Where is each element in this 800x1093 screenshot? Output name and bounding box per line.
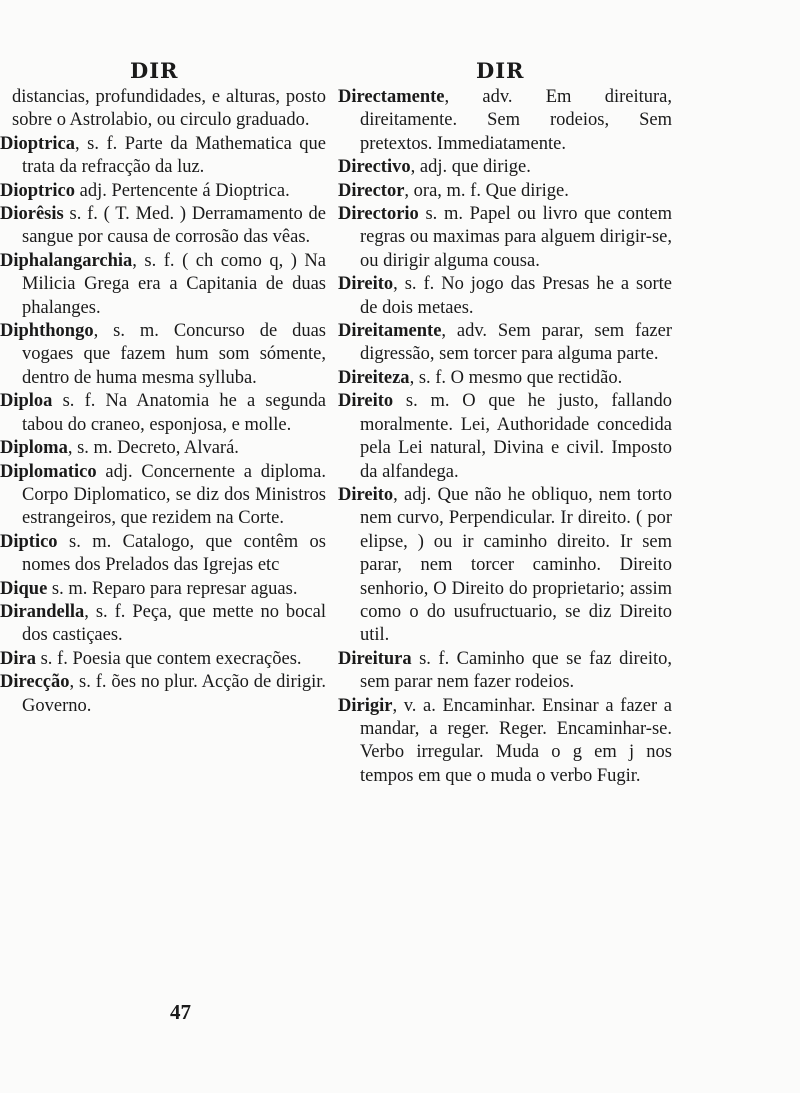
dictionary-entry: Direito, adj. Que não he obliquo, nem torto nem curvo, Perpendicular. Ir direito. ( por elipse, ) ou ir caminho direito. Ir sem parar, nem torcer caminho. Direito senhorio, O Direito do proprietario; assim como o do usufructuario, se diz Direito util.	[338, 484, 672, 646]
dictionary-entry: Dira s. f. Poesia que contem execrações.	[0, 648, 302, 669]
dictionary-entry: Direcção, s. f. ões no plur. Acção de dirigir. Governo.	[0, 672, 326, 716]
dictionary-entry: Diploma, s. m. Decreto, Alvará.	[0, 438, 239, 459]
left-column	[0, 86, 326, 718]
page-number: 47	[170, 1000, 191, 1024]
dictionary-entry: Dirigir, v. a. Encaminhar. Ensinar a fazer a mandar, a reger. Reger. Encaminhar-se. Verbo irregular. Muda o g em j nos tempos em que o muda o verbo Fugir.	[338, 695, 672, 786]
dictionary-entry: Director, ora, m. f. Que dirige.	[338, 180, 569, 201]
dictionary-entry: Directivo, adj. que dirige.	[338, 157, 531, 178]
running-head-right: DIR	[476, 58, 525, 83]
right-column	[338, 86, 672, 788]
dictionary-entry: Diplomatico adj. Concernente a diploma. Corpo Diplomatico, se diz dos Ministros estrangeiros, que rezidem na Corte.	[0, 461, 326, 529]
dictionary-entry: Dioptrica, s. f. Parte da Mathematica que trata da refracção da luz.	[0, 133, 326, 178]
dictionary-entry: Dioptrico adj. Pertencente á Dioptrica.	[0, 180, 290, 201]
dictionary-entry: Diorêsis s. f. ( T. Med. ) Derramamento de sangue por causa de corrosão das vêas.	[0, 204, 326, 248]
dictionary-entry: Direito s. m. O que he justo, fallando moralmente. Lei, Authoridade concedida pela Lei natural, Divina e civil. Imposto da alfandega.	[338, 391, 672, 482]
dictionary-entry: Directamente, adv. Em direitura, direitamente. Sem rodeios, Sem pretextos. Immediatamente.	[338, 87, 672, 154]
dictionary-entry: Diphthongo, s. m. Concurso de duas vogaes que fazem hum som sómente, dentro de huma mesma sylluba.	[0, 321, 326, 388]
dictionary-entry: Directorio s. m. Papel ou livro que contem regras ou maximas para alguem dirigir-se, ou dirigir alguma cousa.	[338, 204, 672, 271]
dictionary-entry: Diptico s. m. Catalogo, que contêm os nomes dos Prelados das Igrejas etc	[0, 531, 326, 576]
dictionary-entry: Dique s. m. Reparo para represar aguas.	[0, 578, 298, 599]
dictionary-entry: Diploa s. f. Na Anatomia he a segunda tabou do craneo, esponjosa, e molle.	[0, 391, 326, 435]
running-head-left: DIR	[130, 58, 179, 83]
dictionary-entry: Dirandella, s. f. Peça, que mette no bocal dos castiçaes.	[0, 601, 326, 646]
dictionary-entry: distancias, profundidades, e alturas, posto sobre o Astrolabio, ou circulo graduado.	[12, 87, 326, 131]
dictionary-entry: Direitura s. f. Caminho que se faz direito, sem parar nem fazer rodeios.	[338, 648, 672, 693]
dictionary-entry: Direiteza, s. f. O mesmo que rectidão.	[338, 367, 623, 388]
dictionary-entry: Diphalangarchia, s. f. ( ch como q, ) Na Milicia Grega era a Capitania de duas phalanges.	[0, 250, 326, 318]
dictionary-entry: Direito, s. f. No jogo das Presas he a sorte de dois metaes.	[338, 274, 672, 318]
dictionary-entry: Direitamente, adv. Sem parar, sem fazer digressão, sem torcer para alguma parte.	[338, 321, 672, 365]
